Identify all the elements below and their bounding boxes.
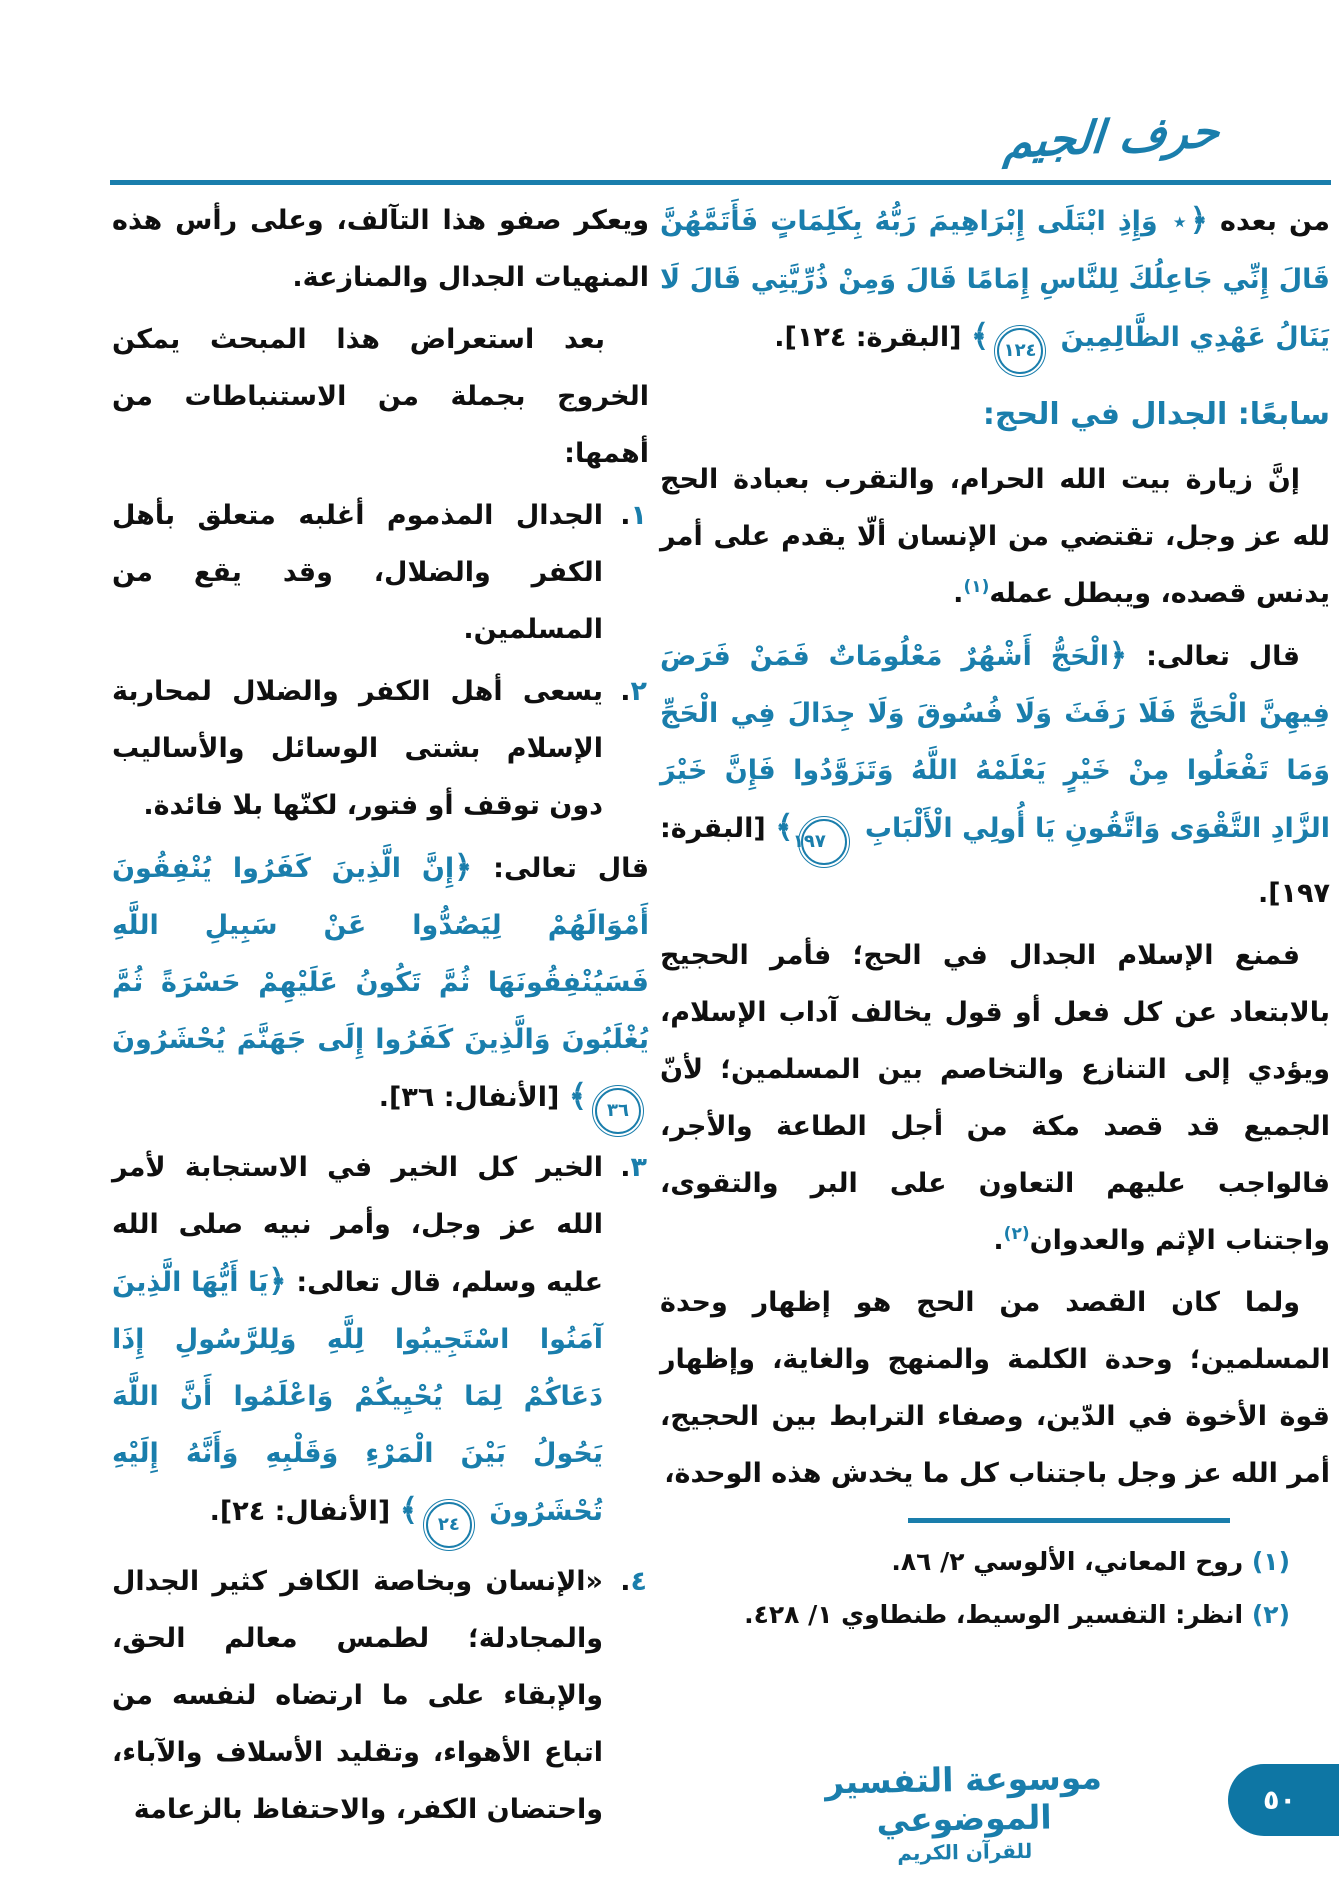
paragraph-verse-baqarah-197 [660, 627, 1330, 922]
publisher-calligraphy [778, 1757, 1150, 1867]
verse-citation: [البقرة: ١٩٧]. [660, 813, 1330, 909]
ornate-open-bracket-icon: ﴿ [1189, 202, 1208, 238]
paragraph: ويعكر صفو هذا التآلف، وعلى رأس هذه المنهيات الجدال والمنازعة. [112, 205, 649, 293]
ayah-number-medallion [426, 1502, 472, 1548]
section-heading: سابعًا: الجدال في الحج: [982, 397, 1330, 432]
paragraph-verse-anfal-36 [112, 839, 649, 1134]
list-item-text: يسعى أهل الكفر والضلال لمحاربة الإسلام بشتى الوسائل والأساليب دون توقف أو فتور، لكنّها بلا فائدة. [112, 676, 603, 821]
publisher-title: موسوعة التفسير الموضوعي [824, 1757, 1103, 1840]
chapter-title-calligraphy: حرف الجيم [1002, 104, 1222, 169]
footnote-number: (١) [1251, 1547, 1290, 1576]
publisher-subtitle: للقرآن الكريم [896, 1838, 1033, 1866]
verse-citation: [البقرة: ١٢٤]. [774, 322, 962, 353]
footnote-text: روح المعاني، الألوسي ٢/ ٨٦. [891, 1547, 1244, 1576]
list-item-text: الجدال المذموم أغلبه متعلق بأهل الكفر والضلال، وقد يقع من المسلمين. [112, 500, 603, 645]
body-text: فمنع الإسلام الجدال في الحج؛ فأمر الحجيج بالابتعاد عن كل فعل أو قول يخالف آداب الإسلام، ويؤدي إلى التنازع والتخاصم بين المسلمين؛ لأنّ الجميع قد قصد مكة من أجل الطاعة والأجر، فالواجب عليهم التعاون على البر والتقوى، واجتناب الإثم والعدوان [660, 940, 1330, 1256]
rub-el-hizb-icon: ٭ [1172, 207, 1187, 237]
footnote-ref-2: (٢) [1003, 1224, 1030, 1244]
paragraph [660, 927, 1330, 1269]
list-marker: ٤. [620, 1566, 647, 1597]
list-item-1 [112, 487, 649, 658]
paragraph: بعد استعراض هذا المبحث يمكن الخروج بجملة من الاستنباطات من أهمها: [112, 324, 649, 469]
ornate-close-bracket-icon: ﴾ [775, 809, 794, 845]
verse-text: إِنَّ الَّذِينَ كَفَرُوا يُنْفِقُونَ أَمْوَالَهُمْ لِيَصُدُّوا عَنْ سَبِيلِ اللَّهِ فَسَيُنْفِقُونَهَا ثُمَّ تَكُونُ عَلَيْهِمْ حَسْرَةً ثُمَّ يُغْلَبُونَ وَالَّذِينَ كَفَرُوا إِلَى جَهَنَّمَ يُحْشَرُونَ [112, 853, 649, 1055]
ayah-number-medallion [997, 328, 1043, 374]
quran-verse [112, 1263, 603, 1535]
column-left [112, 192, 649, 1843]
list-item-text: «الإنسان وبخاصة الكافر كثير الجدال والمجادلة؛ لطمس معالم الحق، والإبقاء على ما ارتضاه لنفسه من اتباع الأهواء، وتقليد الأسلاف والآباء، واحتضان الكفر، والاحتفاظ بالزعامة [112, 1566, 603, 1825]
page-number-badge [1228, 1764, 1339, 1836]
ayah-number: ١٩٧ [792, 831, 826, 852]
footnote-1 [660, 1535, 1290, 1588]
list-marker: ٢. [620, 676, 647, 707]
list-item-text: الخير كل الخير في الاستجابة لأمر الله عز وجل، وأمر نبيه صلى الله عليه وسلم، قال تعالى: [112, 1152, 604, 1298]
ornate-close-bracket-icon: ﴾ [399, 1492, 418, 1528]
header-rule [110, 180, 1331, 185]
ayah-number: ٣٦ [607, 1100, 629, 1121]
paragraph: ولما كان القصد من الحج هو إظهار وحدة المسلمين؛ وحدة الكلمة والمنهج والغاية، وإظهار قوة الأخوة في الدّين، وصفاء الترابط بين الحجيج، أمر الله عز وجل باجتناب كل ما يخدش هذه الوحدة، [660, 1287, 1330, 1489]
footnote-separator-rule [908, 1518, 1230, 1523]
footnote-number: (٢) [1251, 1600, 1290, 1629]
list-item-2 [112, 663, 649, 834]
list-marker: ١. [620, 500, 647, 531]
footnote-2 [660, 1588, 1290, 1641]
footnote-ref-1: (١) [963, 577, 990, 597]
paragraph-verse-baqarah-124 [660, 192, 1330, 374]
page-number: ٥٠ [1263, 1784, 1296, 1816]
verse-citation: [الأنفال: ٣٦]. [378, 1082, 560, 1113]
ayah-number: ١٢٤ [1003, 340, 1037, 361]
verse-text: وَإِذِ ابْتَلَى إِبْرَاهِيمَ رَبُّهُ بِكَلِمَاتٍ فَأَتَمَّهُنَّ قَالَ إِنِّي جَاعِلُكَ لِلنَّاسِ إِمَامًا قَالَ وَمِنْ ذُرِّيَّتِي قَالَ لَا يَنَالُ عَهْدِي الظَّالِمِينَ [660, 206, 1330, 353]
continuation-text: من بعده [1220, 206, 1331, 237]
ornate-open-bracket-icon: ﴿ [454, 849, 473, 885]
body-text: . [953, 578, 964, 609]
verse-citation: [الأنفال: ٢٤]. [209, 1496, 391, 1527]
footnotes [660, 1535, 1330, 1641]
verse-text: الْحَجُّ أَشْهُرٌ مَعْلُومَاتٌ فَمَنْ فَرَضَ فِيهِنَّ الْحَجَّ فَلَا رَفَثَ وَلَا فُسُوقَ وَلَا جِدَالَ فِي الْحَجِّ وَمَا تَفْعَلُوا مِنْ خَيْرٍ يَعْلَمْهُ اللَّهُ وَتَزَوَّدُوا فَإِنَّ خَيْرَ الزَّادِ التَّقْوَى وَاتَّقُونِ يَا أُولِي الْأَلْبَابِ [660, 641, 1331, 844]
footnote-text: انظر: التفسير الوسيط، طنطاوي ١/ ٤٢٨. [744, 1600, 1244, 1629]
ayah-number-medallion [792, 819, 847, 865]
ayah-number-medallion [595, 1088, 641, 1134]
list-marker: ٣. [620, 1152, 647, 1183]
ornate-open-bracket-icon: ﴿ [1109, 637, 1128, 673]
body-text: قال تعالى: [1146, 641, 1300, 672]
list-item-4 [112, 1553, 649, 1838]
paragraph [660, 451, 1330, 622]
verse-text: يَا أَيُّهَا الَّذِينَ آمَنُوا اسْتَجِيبُوا لِلَّهِ وَلِلرَّسُولِ إِذَا دَعَاكُمْ لِمَا يُحْيِيكُمْ وَاعْلَمُوا أَنَّ اللَّهَ يَحُولُ بَيْنَ الْمَرْءِ وَقَلْبِهِ وَأَنَّهُ إِلَيْهِ تُحْشَرُونَ [112, 1267, 603, 1527]
body-text: قال تعالى: [493, 853, 650, 884]
ornate-close-bracket-icon: ﴾ [568, 1078, 587, 1114]
list-item-3 [112, 1139, 649, 1548]
ayah-number: ٢٤ [437, 1514, 460, 1535]
quran-verse [112, 849, 649, 1121]
ornate-close-bracket-icon: ﴾ [970, 318, 990, 354]
body-text: إنَّ زيارة بيت الله الحرام، والتقرب بعبادة الحج لله عز وجل، تقتضي من الإنسان ألّا يقدم على أمر يدنس قصده، ويبطل عمله [660, 464, 1330, 609]
body-text: . [993, 1225, 1004, 1256]
ornate-open-bracket-icon: ﴿ [268, 1263, 287, 1299]
column-right [660, 192, 1330, 1641]
